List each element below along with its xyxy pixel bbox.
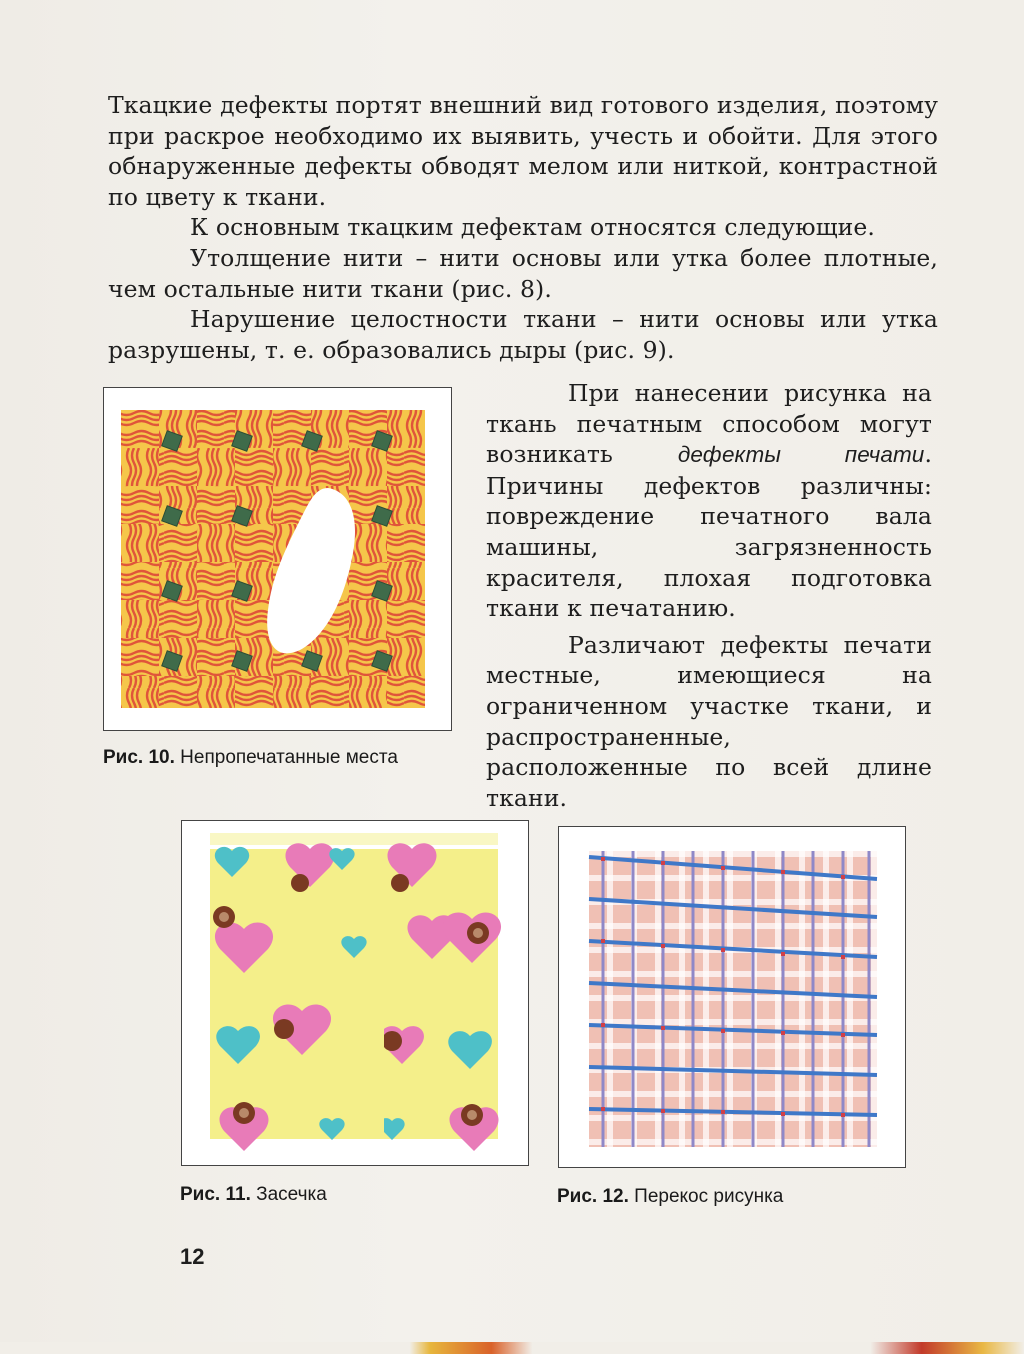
figure-10-title: Непропечатанные места bbox=[180, 747, 398, 768]
figure-11-frame bbox=[181, 820, 529, 1166]
print-defects-term: дефекты печати bbox=[677, 442, 925, 468]
figure-10-frame bbox=[103, 387, 452, 731]
page-number: 12 bbox=[180, 1244, 205, 1269]
print-defects-text-start: При нанесении рисунка на ткань печатным способом могут возникать bbox=[486, 379, 932, 469]
figure-11-number: Рис. 11. bbox=[180, 1184, 251, 1205]
figure-12-title: Перекос рисунка bbox=[634, 1186, 784, 1207]
figure-12-caption bbox=[557, 1186, 783, 1208]
paragraph-weaving-defects: Ткацкие дефекты портят внешний вид готового изделия, поэтому при раскрое необходимо их выявить, учесть и обойти. Для этого обнаруженные дефекты обводят мелом или ниткой, контрастной по цвету к ткани. bbox=[108, 91, 938, 211]
skewed-plaid-fabric bbox=[559, 827, 905, 1167]
paragraph-main-defects: К основным ткацким дефектам относятся следующие. bbox=[190, 213, 876, 242]
figure-12-number: Рис. 12. bbox=[557, 1186, 629, 1207]
next-page-edge bbox=[0, 1342, 1024, 1354]
print-notch-fabric bbox=[182, 821, 528, 1165]
paragraph-print-defects bbox=[486, 378, 932, 624]
figure-12-frame bbox=[558, 826, 906, 1168]
figure-11-caption bbox=[180, 1184, 327, 1206]
figure-10-number: Рис. 10. bbox=[103, 747, 175, 768]
text-block-right bbox=[486, 378, 932, 813]
paragraph-defect-types: Различают дефекты печати местные, имеющиеся на ограниченном участке ткани, и распространенные, расположенные по всей длине ткани. bbox=[486, 630, 932, 812]
figure-11-title: Засечка bbox=[256, 1184, 327, 1205]
figure-10-caption bbox=[103, 747, 398, 769]
print-defects-text-end: . Причины дефектов различны: повреждение печатного вала машины, загрязненность красителя, плохая подготовка ткани к печатанию. bbox=[486, 440, 933, 623]
paragraph-integrity-violation: Нарушение целостности ткани – нити основы или утка разрушены, т. е. образовались дыры (рис. 9). bbox=[108, 305, 938, 364]
paragraph-thread-thickening: Утолщение нити – нити основы или утка более плотные, чем остальные нити ткани (рис. 8). bbox=[108, 243, 938, 303]
unprinted-areas-fabric bbox=[104, 388, 451, 730]
text-block-top bbox=[108, 90, 938, 365]
